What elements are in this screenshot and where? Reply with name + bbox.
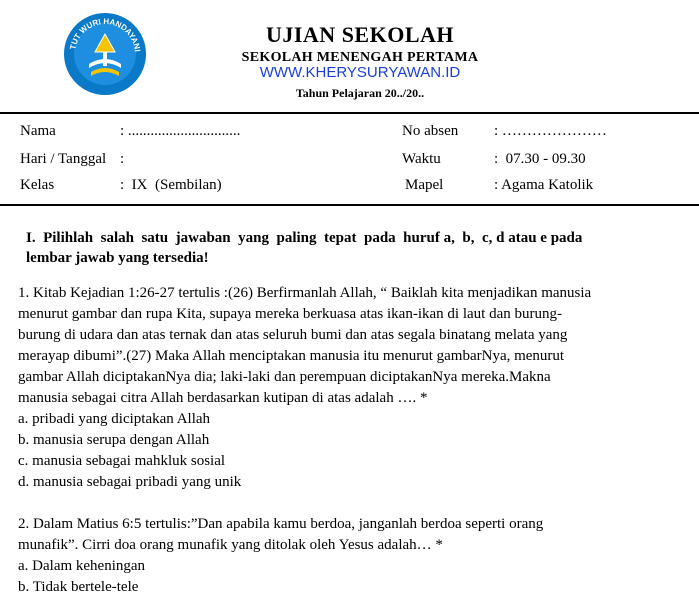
question1-line: burung di udara dan atas ternak dan atas seluruh bumi dan atas segala binatang melata yang xyxy=(18,327,568,343)
hari-value: : xyxy=(120,151,125,167)
noabsen-label: No absen xyxy=(402,123,459,139)
exam-title: UJIAN SEKOLAH xyxy=(265,22,455,47)
waktu-label: Waktu xyxy=(402,151,441,167)
question1-option-d[interactable]: d. manusia sebagai pribadi yang unik xyxy=(18,474,242,490)
school-name: SEKOLAH MENENGAH PERTAMA xyxy=(241,50,479,65)
question2-option-b[interactable]: b. Tidak bertele-tele xyxy=(18,579,139,595)
header-divider xyxy=(0,112,699,114)
question2-option-a[interactable]: a. Dalam keheningan xyxy=(18,558,146,574)
question1-option-a[interactable]: a. pribadi yang diciptakan Allah xyxy=(18,411,211,427)
hari-label: Hari / Tanggal xyxy=(20,151,107,167)
question1-line: merayap dibumi”.(27) Maka Allah menciptakan manusia itu menurut gambarNya, menurut xyxy=(18,348,565,364)
identity-divider xyxy=(0,204,699,206)
svg-text:TUT WURI HANDAYANI: TUT WURI HANDAYANI xyxy=(68,16,142,53)
tut-wuri-handayani-logo xyxy=(63,12,147,96)
nama-value: : .............................. xyxy=(120,123,241,139)
question1-option-c[interactable]: c. manusia sebagai mahkluk sosial xyxy=(18,453,226,469)
question2-line: 2. Dalam Matius 6:5 tertulis:”Dan apabila kamu berdoa, janganlah berdoa seperti orang xyxy=(18,516,544,532)
kelas-label: Kelas xyxy=(20,177,55,193)
waktu-value: : 07.30 - 09.30 xyxy=(494,151,586,167)
academic-year: Tahun Pelajaran 20../20.. xyxy=(295,86,425,100)
section-instruction-line1: I. Pilihlah salah satu jawaban yang paling tepat pada huruf a, b, c, d atau e pada xyxy=(26,230,583,246)
mapel-label: Mapel xyxy=(405,177,444,193)
question2-line: munafik”. Cirri doa orang munafik yang ditolak oleh Yesus adalah… * xyxy=(18,537,443,553)
nama-label: Nama xyxy=(20,123,56,139)
question1-line: gambar Allah diciptakanNya dia; laki-laki dan perempuan diciptakanNya mereka.Makna xyxy=(18,369,551,385)
mapel-value: : Agama Katolik xyxy=(494,177,594,193)
question1-option-b[interactable]: b. manusia serupa dengan Allah xyxy=(18,432,210,448)
question1-line: manusia sebagai citra Allah berdasarkan kutipan di atas adalah …. * xyxy=(18,390,428,406)
question1-line: 1. Kitab Kejadian 1:26-27 tertulis :(26) Berfirmanlah Allah, “ Baiklah kita menjadikan manusia xyxy=(18,285,592,301)
noabsen-value: : ………………… xyxy=(494,123,607,139)
question1-line: menurut gambar dan rupa Kita, supaya mereka berkuasa atas ikan-ikan di laut dan burung- xyxy=(18,306,562,322)
website-link[interactable]: WWW.KHERYSURYAWAN.ID xyxy=(259,64,461,81)
section-instruction-line2: lembar jawab yang tersedia! xyxy=(26,250,209,266)
kelas-value: : IX (Sembilan) xyxy=(120,177,222,193)
